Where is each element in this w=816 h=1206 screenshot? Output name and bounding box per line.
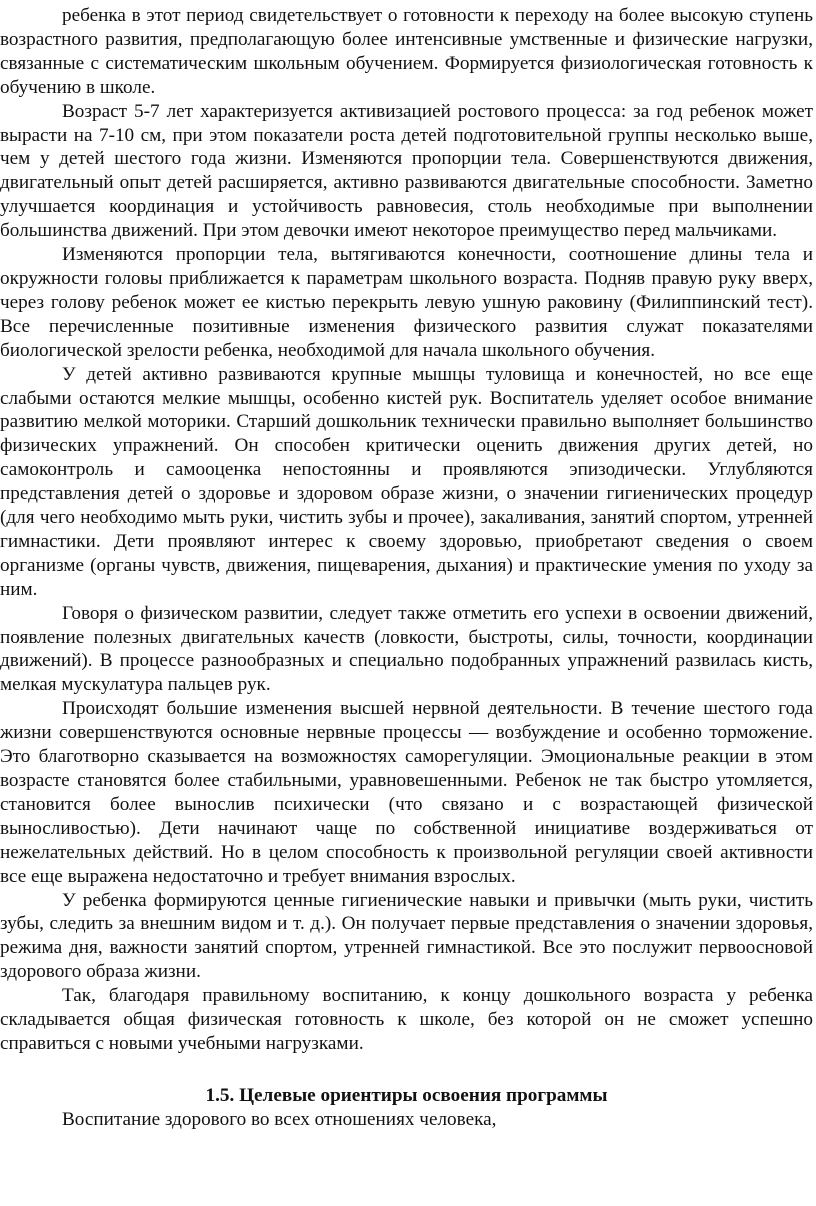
lead-line: Воспитание здорового во всех отношениях человека,: [62, 1108, 497, 1130]
section-heading: 1.5. Целевые ориентиры освоения программы: [205, 1084, 608, 1106]
paragraph-5: Говоря о физическом развитии, следует также отметить его успехи в освоении движений, появление полезных двигательных качеств (ловкости, быстроты, силы, точности, координации движений). В процессе разнообразных и специально подобранных упражнений развилась кисть, мелкая мускулатура пальцев рук.: [0, 602, 813, 696]
paragraph-7: У ребенка формируются ценные гигиенические навыки и привычки (мыть руки, чистить зубы, следить за внешним видом и т. д.). Он получает первые представления о значении здоровья, режима дня, важности занятий спортом, утренней гимнастикой. Все это послужит первоосновой здорового образа жизни.: [0, 889, 813, 983]
paragraph-4: У детей активно развиваются крупные мышцы туловища и конечностей, но все еще слабыми остаются мелкие мышцы, особенно кистей рук. Воспитатель уделяет особое внимание развитию мелкой моторики. Старший дошкольник технически правильно выполняет большинство физических упражнений. Он способен критически оценить движения других детей, но самоконтроль и самооценка непостоянны и проявляются эпизодически. Углубляются представления детей о здоровье и здоровом образе жизни, о значении гигиенических процедур (для чего необходимо мыть руки, чистить зубы и прочее), закаливания, занятий спортом, утренней гимнастики. Дети проявляют интерес к своему здоровью, приобретают сведения о своем организме (органы чувств, движения, пищеварения, дыхания) и практические умения по уходу за ним.: [0, 363, 813, 600]
paragraph-2: Возраст 5-7 лет характеризуется активизацией ростового процесса: за год ребенок может вырасти на 7-10 см, при этом показатели роста детей подготовительной группы несколько выше, чем у детей шестого года жизни. Изменяются пропорции тела. Совершенствуются движения, двигательный опыт детей расширяется, активно развиваются двигательные способности. Заметно улучшается координация и устойчивость равновесия, столь необходимые при выполнении большинства движений. При этом девочки имеют некоторое преимущество перед мальчиками.: [0, 100, 813, 242]
paragraph-1: ребенка в этот период свидетельствует о готовности к переходу на более высокую ступень возрастного развития, предполагающую более интенсивные умственные и физические нагрузки, связанные с систематическим школьным обучением. Формируется физиологическая готовность к обучению в школе.: [0, 5, 813, 98]
paragraph-6: Происходят большие изменения высшей нервной деятельности. В течение шестого года жизни совершенствуются основные нервные процессы — возбуждение и особенно торможение. Это благотворно сказывается на возможностях саморегуляции. Эмоциональные реакции в этом возрасте становятся более стабильными, уравновешенными. Ребенок не так быстро утомляется, становится более вынослив психически (что связано и с возрастающей физической выносливостью). Дети начинают чаще по собственной инициативе воздерживаться от нежелательных действий. Но в целом способность к произвольной регуляции своей активности все еще выражена недостаточно и требует внимания взрослых.: [0, 698, 813, 887]
paragraph-8: Так, благодаря правильному воспитанию, к концу дошкольного возраста у ребенка складывается общая физическая готовность к школе, без которой он не сможет успешно справиться с новыми учебными нагрузками.: [0, 985, 813, 1054]
paragraph-3: Изменяются пропорции тела, вытягиваются конечности, соотношение длины тела и окружности головы приближается к параметрам школьного возраста. Подняв правую руку вверх, через голову ребенок может ее кистью перекрыть левую ушную раковину (Филиппинский тест). Все перечисленные позитивные изменения физического развития служат показателями биологической зрелости ребенка, необходимой для начала школьного обучения.: [0, 244, 813, 361]
